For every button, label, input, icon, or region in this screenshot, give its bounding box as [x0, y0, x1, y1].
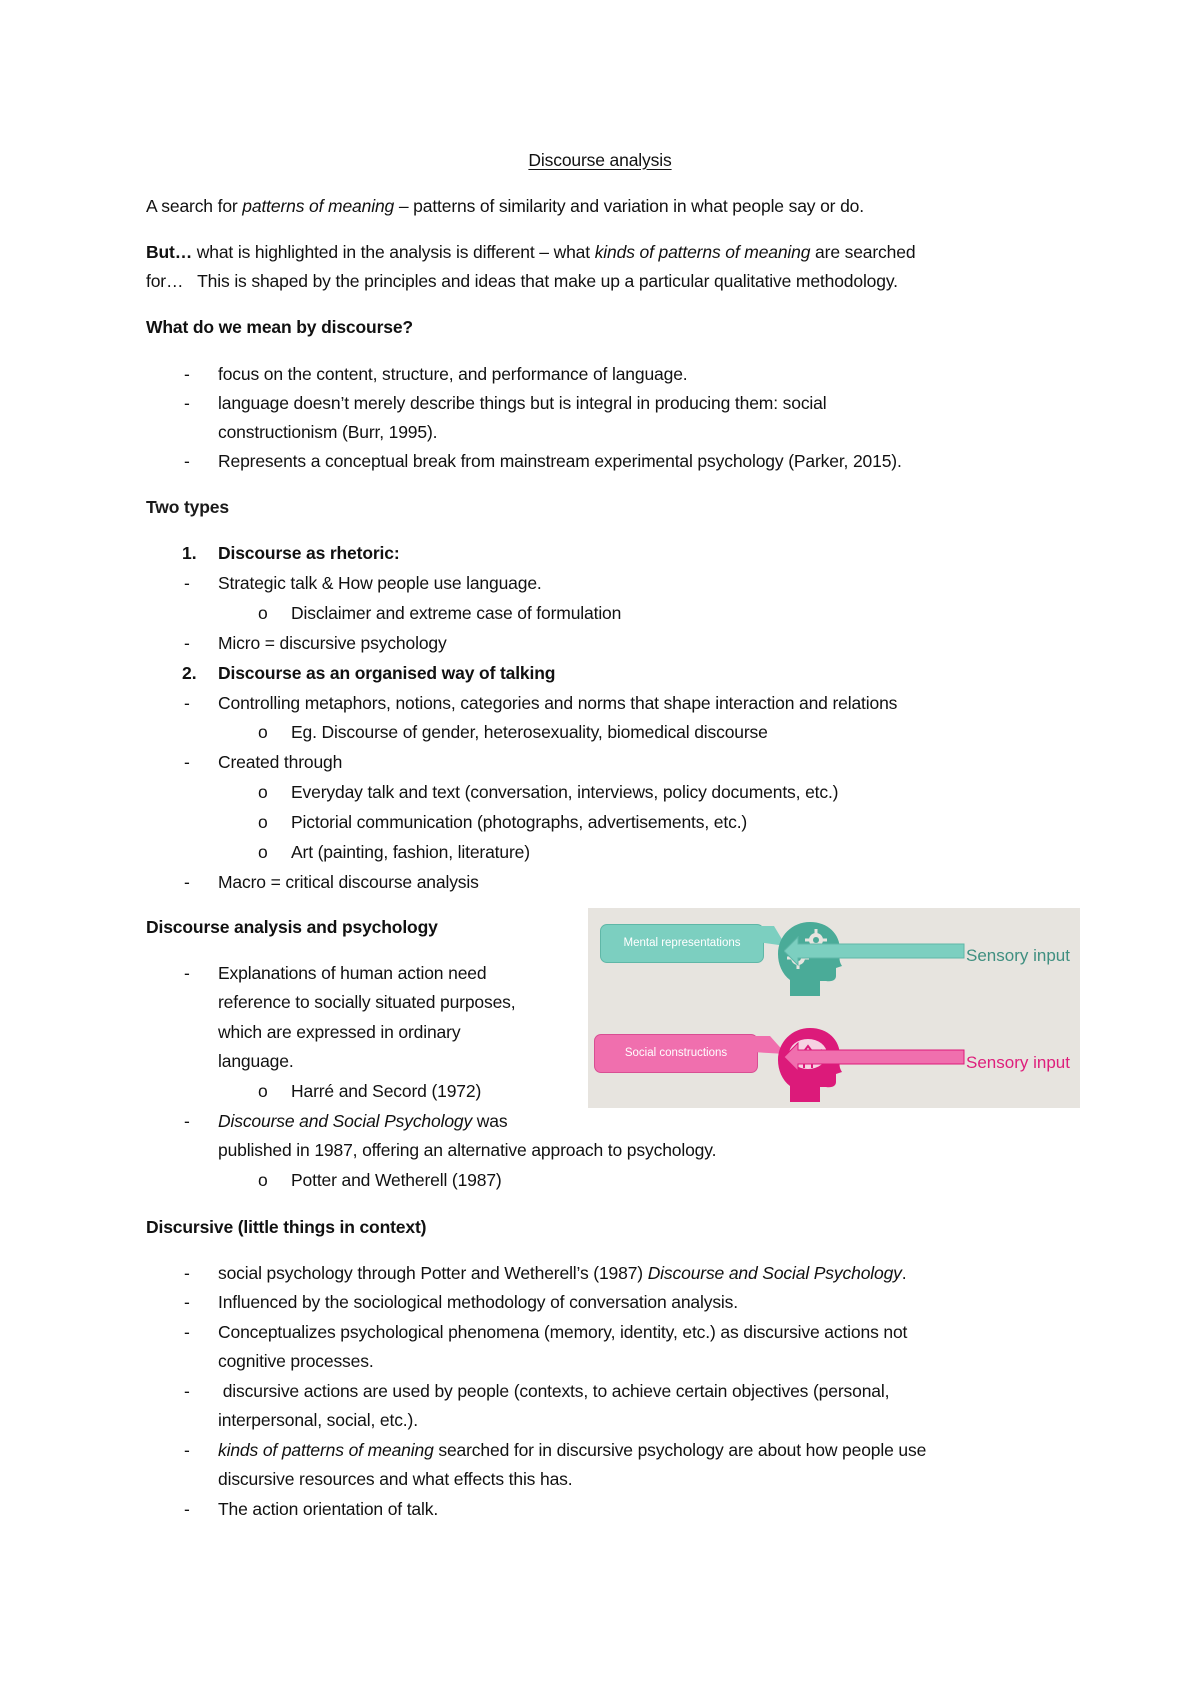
dash-marker: - [184, 963, 190, 983]
sub-bullet-marker: o [258, 1081, 268, 1101]
sub-bullet-marker: o [258, 812, 268, 832]
type-1-heading: Discourse as rhetoric: [218, 543, 400, 563]
text: social psychology through Potter and Wetherell’s (1987) [218, 1263, 648, 1283]
list-item: Explanations of human action need [218, 963, 487, 983]
intro-paragraph-1 [146, 194, 864, 218]
list-item [218, 1109, 507, 1133]
list-item: Macro = critical discourse analysis [218, 872, 479, 892]
page-title: Discourse analysis [528, 150, 672, 170]
italic-phrase: kinds of patterns of meaning [594, 242, 811, 262]
type-2-heading: Discourse as an organised way of talking [218, 663, 556, 683]
sub-list-item: Everyday talk and text (conversation, interviews, policy documents, etc.) [291, 782, 839, 802]
number-marker: 2. [182, 663, 197, 683]
sub-list-item: Harré and Secord (1972) [291, 1081, 482, 1101]
list-item: Micro = discursive psychology [218, 633, 447, 653]
list-item-continuation: cognitive processes. [218, 1351, 374, 1371]
mental-representations-bubble: Mental representations [600, 924, 764, 963]
text: A search for [146, 196, 243, 216]
sub-bullet-marker: o [258, 722, 268, 742]
book-title: Discourse and Social Psychology [647, 1263, 902, 1283]
dash-marker: - [184, 1381, 190, 1401]
sub-bullet-marker: o [258, 1170, 268, 1190]
text: searched for in discursive psychology are about how people use [433, 1440, 927, 1460]
section-heading-discourse: What do we mean by discourse? [146, 317, 413, 337]
italic-phrase: kinds of patterns of meaning [218, 1440, 434, 1460]
section-heading-discursive: Discursive (little things in context) [146, 1217, 427, 1237]
dash-marker: - [184, 752, 190, 772]
dash-marker: - [184, 633, 190, 653]
sub-bullet-marker: o [258, 842, 268, 862]
italic-phrase: patterns of meaning [242, 196, 395, 216]
sub-bullet-marker: o [258, 782, 268, 802]
cognitive-vs-constructionist-figure [588, 908, 1080, 1108]
dash-marker: - [184, 693, 190, 713]
list-item-continuation: which are expressed in ordinary [218, 1022, 461, 1042]
dash-marker: - [184, 1322, 190, 1342]
list-item-continuation: constructionism (Burr, 1995). [218, 422, 438, 442]
list-item: focus on the content, structure, and performance of language. [218, 364, 688, 384]
text: . [901, 1263, 907, 1283]
intro-paragraph-2 [146, 240, 915, 264]
dash-marker: - [184, 393, 190, 413]
sub-list-item: Eg. Discourse of gender, heterosexuality, biomedical discourse [291, 722, 768, 742]
list-item: Conceptualizes psychological phenomena (memory, identity, etc.) as discursive actions not [218, 1322, 908, 1342]
social-constructions-bubble: Social constructions [594, 1034, 758, 1073]
sub-list-item: Potter and Wetherell (1987) [291, 1170, 502, 1190]
list-item: Strategic talk & How people use language. [218, 573, 542, 593]
list-item: The action orientation of talk. [218, 1499, 439, 1519]
dash-marker: - [184, 451, 190, 471]
number-marker: 1. [182, 543, 197, 563]
list-item: Created through [218, 752, 343, 772]
list-item [218, 1438, 926, 1462]
sub-bullet-marker: o [258, 603, 268, 623]
dash-marker: - [184, 1111, 190, 1131]
text: what is highlighted in the analysis is different – what [192, 242, 595, 262]
list-item: discursive actions are used by people (contexts, to achieve certain objectives (personal, [218, 1381, 890, 1401]
text: – patterns of similarity and variation in what people say or do. [394, 196, 864, 216]
list-item-continuation: published in 1987, offering an alternative approach to psychology. [218, 1140, 717, 1160]
list-item-continuation: discursive resources and what effects this has. [218, 1469, 573, 1489]
text: was [472, 1111, 508, 1131]
sub-list-item: Art (painting, fashion, literature) [291, 842, 530, 862]
dash-marker: - [184, 1263, 190, 1283]
section-heading-psychology: Discourse analysis and psychology [146, 917, 438, 937]
list-item [218, 1261, 907, 1285]
dash-marker: - [184, 364, 190, 384]
sub-list-item: Pictorial communication (photographs, advertisements, etc.) [291, 812, 748, 832]
list-item-continuation: reference to socially situated purposes, [218, 992, 516, 1012]
intro-paragraph-2-line-2: for… This is shaped by the principles and ideas that make up a particular qualitative methodology. [146, 271, 898, 291]
dash-marker: - [184, 573, 190, 593]
list-item: Controlling metaphors, notions, categories and norms that shape interaction and relations [218, 693, 898, 713]
bold-lead: But… [146, 242, 193, 262]
dash-marker: - [184, 1440, 190, 1460]
list-item: Influenced by the sociological methodology of conversation analysis. [218, 1292, 738, 1312]
list-item-continuation: interpersonal, social, etc.). [218, 1410, 418, 1430]
list-item: Represents a conceptual break from mainstream experimental psychology (Parker, 2015). [218, 451, 902, 471]
dash-marker: - [184, 1292, 190, 1312]
dash-marker: - [184, 1499, 190, 1519]
dash-marker: - [184, 872, 190, 892]
left-arrow-icon [784, 1042, 968, 1072]
sensory-input-label-bottom: Sensory input [966, 1053, 1070, 1072]
list-item-continuation: language. [218, 1051, 294, 1071]
sensory-input-label-top: Sensory input [966, 946, 1070, 965]
text: are searched [810, 242, 916, 262]
book-title: Discourse and Social Psychology [218, 1111, 473, 1131]
sub-list-item: Disclaimer and extreme case of formulation [291, 603, 622, 623]
list-item: language doesn’t merely describe things but is integral in producing them: social [218, 393, 827, 413]
section-heading-two-types: Two types [146, 497, 229, 517]
left-arrow-icon [784, 936, 968, 966]
